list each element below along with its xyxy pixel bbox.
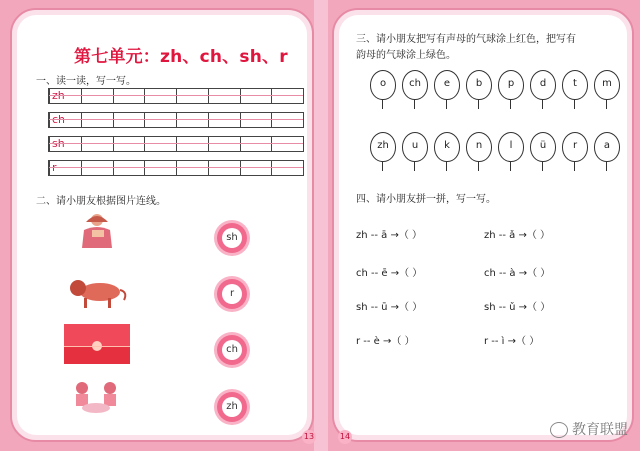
page-number: 13 (302, 430, 316, 444)
balloon[interactable] (402, 70, 428, 110)
balloon[interactable] (530, 70, 556, 110)
balloon-label: o (370, 70, 396, 100)
flower-label: r (222, 284, 242, 304)
balloon[interactable] (466, 70, 492, 110)
balloon-label: b (466, 70, 492, 100)
balloon[interactable] (562, 132, 588, 172)
pinyin-exercise[interactable]: zh -- ǎ →（ ） (484, 230, 551, 241)
pinyin-exercise[interactable]: r -- è →（ ） (356, 336, 415, 347)
pinyin-exercise[interactable]: sh -- ū →（ ） (356, 302, 423, 313)
balloon-label: t (562, 70, 588, 100)
book-spine (314, 0, 328, 451)
grid-row-r[interactable] (48, 160, 304, 176)
balloon-label: a (594, 132, 620, 162)
flower-label: ch (222, 340, 242, 360)
balloon-label: e (434, 70, 460, 100)
flower-r[interactable] (217, 279, 247, 309)
flower-label: sh (222, 228, 242, 248)
sunset-picture[interactable] (64, 324, 130, 364)
balloon[interactable] (594, 132, 620, 172)
watermark (550, 419, 628, 439)
balloon[interactable] (498, 70, 524, 110)
balloon-label: r (562, 132, 588, 162)
balloon[interactable] (370, 132, 396, 172)
balloon-label: ü (530, 132, 556, 162)
flower-sh[interactable] (217, 223, 247, 253)
pinyin-exercise[interactable]: sh -- ǔ →（ ） (484, 302, 551, 313)
pinyin-exercise[interactable]: ch -- ē →（ ） (356, 268, 423, 279)
pinyin-exercise[interactable]: r -- ì →（ ） (484, 336, 540, 347)
section-1-heading: 一、读一读，写一写。 (36, 76, 136, 87)
balloon[interactable] (402, 132, 428, 172)
balloon[interactable] (466, 132, 492, 172)
children-table-picture[interactable] (64, 378, 130, 418)
balloon-label: m (594, 70, 620, 100)
balloon-label: zh (370, 132, 396, 162)
grid-row-zh[interactable] (48, 88, 304, 104)
lion-picture[interactable] (64, 272, 130, 312)
grid-label: ch (52, 113, 66, 126)
writing-grid (48, 88, 304, 184)
flower-ch[interactable] (217, 335, 247, 365)
balloon-label: n (466, 132, 492, 162)
balloon[interactable] (370, 70, 396, 110)
pinyin-exercise[interactable]: zh -- ā →（ ） (356, 230, 423, 241)
section-2-heading: 二、请小朋友根据图片连线。 (36, 196, 166, 207)
balloon-label: k (434, 132, 460, 162)
section-4-heading: 四、请小朋友拼一拼，写一写。 (356, 194, 496, 205)
balloon[interactable] (498, 132, 524, 172)
balloon-label: ch (402, 70, 428, 100)
wechat-icon (550, 422, 568, 438)
balloon[interactable] (594, 70, 620, 110)
watermark-text: 教育联盟 (572, 422, 628, 438)
flower-label: zh (222, 397, 242, 417)
right-page (332, 8, 634, 442)
section-3-heading-line1: 三、请小朋友把写有声母的气球涂上红色，把写有 (356, 34, 576, 45)
person-eating-picture[interactable] (64, 210, 130, 250)
unit-title: 第七单元：zh、ch、sh、r (74, 47, 288, 67)
balloon[interactable] (434, 70, 460, 110)
page-number: 14 (338, 430, 352, 444)
left-page (10, 8, 314, 442)
balloon-label: u (402, 132, 428, 162)
grid-label: zh (52, 89, 65, 102)
grid-row-ch[interactable] (48, 112, 304, 128)
pinyin-exercise[interactable]: ch -- à →（ ） (484, 268, 551, 279)
balloon-label: l (498, 132, 524, 162)
grid-row-sh[interactable] (48, 136, 304, 152)
grid-label: r (52, 161, 57, 174)
balloon-label: p (498, 70, 524, 100)
grid-label: sh (52, 137, 65, 150)
section-3-heading-line2: 韵母的气球涂上绿色。 (356, 50, 456, 61)
balloon-label: d (530, 70, 556, 100)
balloon[interactable] (530, 132, 556, 172)
balloon[interactable] (562, 70, 588, 110)
balloon[interactable] (434, 132, 460, 172)
flower-zh[interactable] (217, 392, 247, 422)
